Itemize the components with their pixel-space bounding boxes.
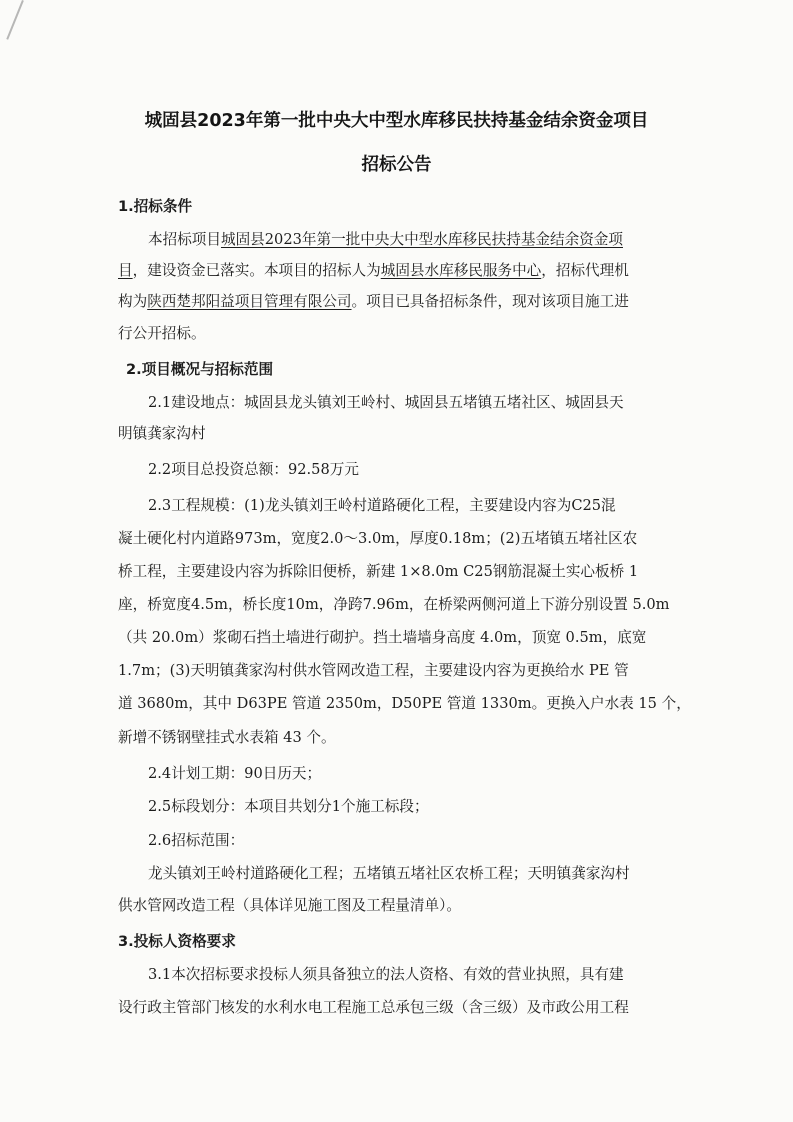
- section2-line: 桥工程，主要建设内容为拆除旧便桥，新建 1×8.0m C25钢筋混凝土实心板桥 1: [118, 563, 639, 580]
- section2-line: 2.2项目总投资总额：92.58万元: [148, 461, 359, 478]
- doc-title-line2: 招标公告: [361, 155, 432, 175]
- section2-line: 2.6招标范围：: [148, 832, 245, 849]
- text-segment: ，建设资金已落实。本项目的招标人为: [132, 262, 381, 279]
- text-segment: 构为: [118, 293, 148, 310]
- section1-para-line2: [118, 261, 629, 281]
- section2-line: （共 20.0m）浆砌石挡土墙进行砌护。挡土墙墙身高度 4.0m，顶宽 0.5m，底宽: [118, 629, 647, 646]
- section2-line: 1.7m；(3)天明镇龚家沟村供水管网改造工程，主要建设内容为更换给水 PE 管: [118, 662, 629, 679]
- project-name-underlined: 城固县2023年第一批中央大中型水库移民扶持基金结余资金项: [220, 231, 623, 248]
- section2-line: 供水管网改造工程（具体详见施工图及工程量清单）。: [118, 897, 461, 914]
- section3-line: 3.1本次招标要求投标人须具备独立的法人资格、有效的营业执照，具有建: [148, 966, 624, 983]
- scan-mark: [6, 0, 24, 40]
- section1-para-line3: [118, 292, 629, 312]
- section1-para-line4: 行公开招标。: [118, 325, 206, 342]
- section2-line: 凝土硬化村内道路973m，宽度2.0～3.0m，厚度0.18m；(2)五堵镇五堵社区农: [118, 530, 638, 547]
- project-name-underlined-end: 目: [118, 262, 133, 279]
- tenderer-name-underlined: 城固县水库移民服务中心: [380, 262, 542, 279]
- section2-line: 龙头镇刘王岭村道路硬化工程；五堵镇五堵社区农桥工程；天明镇龚家沟村: [148, 865, 630, 882]
- section3-line: 设行政主管部门核发的水利水电工程施工总承包三级（含三级）及市政公用工程: [118, 999, 629, 1016]
- section1-heading: 1.招标条件: [118, 198, 193, 215]
- section2-line: 新增不锈钢壁挂式水表箱 43 个。: [118, 729, 336, 746]
- section2-line: 座，桥宽度4.5m，桥长度10m，净跨7.96m，在桥梁两侧河道上下游分别设置 5.0m: [118, 596, 670, 613]
- section2-line: 2.4计划工期：90日历天；: [148, 765, 322, 782]
- section2-line: 道 3680m，其中 D63PE 管道 2350m，D50PE 管道 1330m。更换入户水表 15 个，: [118, 695, 691, 712]
- text-segment: 。项目已具备招标条件，现对该项目施工进: [351, 293, 629, 310]
- doc-title-line1: 城固县2023年第一批中央大中型水库移民扶持基金结余资金项目: [144, 111, 649, 131]
- text-segment: 本招标项目: [148, 231, 221, 248]
- agent-name-underlined: 陕西楚邦阳益项目管理有限公司: [147, 293, 352, 310]
- section3-heading: 3.投标人资格要求: [118, 933, 236, 950]
- section2-line: 明镇龚家沟村: [118, 425, 206, 442]
- section2-heading: 2.项目概况与招标范围: [126, 361, 274, 378]
- section2-line: 2.3工程规模：(1)龙头镇刘王岭村道路硬化工程，主要建设内容为C25混: [148, 497, 616, 514]
- section2-line: 2.5标段划分：本项目共划分1个施工标段；: [148, 798, 429, 815]
- text-segment: ，招标代理机: [541, 262, 629, 279]
- section2-line: 2.1建设地点：城固县龙头镇刘王岭村、城固县五堵镇五堵社区、城固县天: [148, 394, 624, 411]
- section1-para-line1: [148, 230, 623, 250]
